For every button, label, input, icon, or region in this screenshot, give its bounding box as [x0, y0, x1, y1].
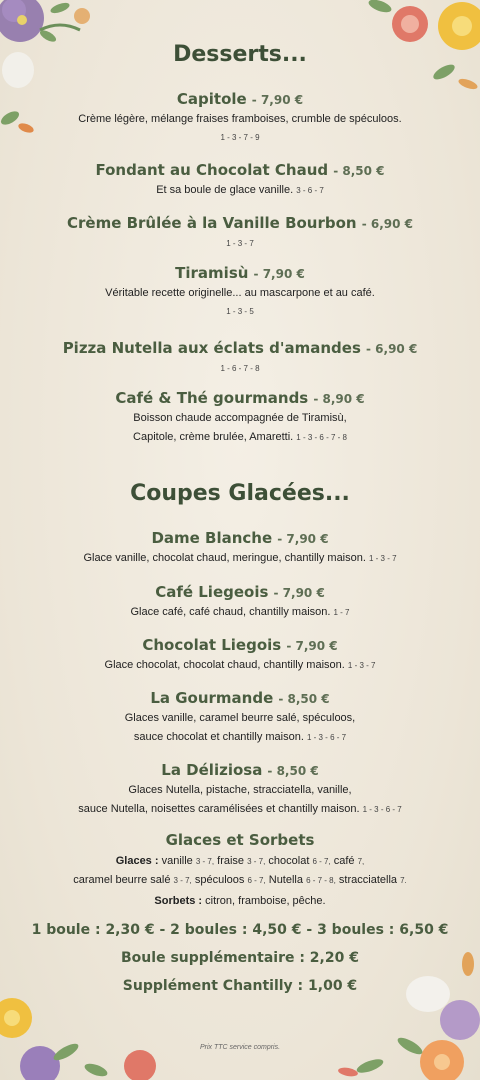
flower-decoration-bottom-left	[0, 990, 170, 1080]
allergens: 1 - 3 - 7	[347, 661, 376, 670]
menu-item-cafe-liegeois	[0, 582, 480, 622]
allergens: 3 - 7,	[247, 857, 266, 866]
menu-item-la-deliziosa	[0, 760, 480, 819]
flavor-caramel: caramel beurre salé	[73, 874, 171, 886]
menu-item-capitole	[0, 89, 480, 144]
item-name: Pizza Nutella aux éclats d'amandes	[62, 339, 361, 357]
allergens: 7.	[400, 876, 407, 885]
item-description: Glaces Nutella, pistache, stracciatella, vanille,	[128, 784, 352, 796]
menu-item-dame-blanche	[0, 528, 480, 568]
menu-item-pizza-nutella	[0, 338, 480, 375]
item-price: - 7,90 €	[251, 93, 304, 107]
menu-item-la-gourmande	[0, 688, 480, 747]
coupes-glacees-heading: Coupes Glacées...	[130, 481, 350, 506]
item-name: Tiramisù	[175, 264, 249, 282]
allergens: 6 - 7,	[312, 857, 331, 866]
item-price: - 8,90 €	[313, 392, 365, 406]
menu-item-tiramisu	[0, 263, 480, 318]
flavor-chocolat: chocolat	[268, 855, 310, 867]
allergens: 1 - 3 - 5	[226, 307, 254, 316]
item-description: Et sa boule de glace vanille.	[156, 184, 294, 196]
item-description-line2: sauce Nutella, noisettes caramélisées et chantilly maison.	[78, 803, 360, 815]
item-price: - 7,90 €	[253, 267, 305, 281]
sorbets-label: Sorbets :	[154, 895, 203, 907]
item-name: Crème Brûlée à la Vanille Bourbon	[67, 214, 357, 232]
allergens: 1 - 3 - 6 - 7	[362, 805, 402, 814]
desserts-heading: Desserts...	[173, 42, 307, 67]
item-name: Chocolat Liegois	[142, 636, 282, 654]
item-description: Glace chocolat, chocolat chaud, chantilly maison.	[104, 659, 345, 671]
item-price: - 8,50 €	[278, 692, 330, 706]
menu-item-cafe-the-gourmands	[0, 388, 480, 447]
glaces-label: Glaces :	[115, 855, 159, 867]
allergens: 1 - 3 - 6 - 7 - 8	[296, 433, 347, 442]
flavor-vanille: vanille	[161, 855, 193, 867]
flavor-stracciatella: stracciatella	[338, 874, 397, 886]
allergens: 7,	[357, 857, 365, 866]
glaces-sorbets-section	[0, 831, 480, 911]
allergens: 3 - 7,	[195, 857, 215, 866]
allergens: 3 - 7,	[173, 876, 192, 885]
item-description: Crème légère, mélange fraises framboises, crumble de spéculoos.	[78, 113, 402, 125]
chantilly-supplement-price: Supplément Chantilly : 1,00 €	[122, 978, 358, 994]
item-description: Glaces vanille, caramel beurre salé, spéculoos,	[124, 712, 356, 724]
scoop-prices: 1 boule : 2,30 € - 2 boules : 4,50 € - 3 boules : 6,50 €	[31, 922, 449, 938]
allergens: 6 - 7 - 8,	[306, 876, 336, 885]
extra-scoop-price: Boule supplémentaire : 2,20 €	[121, 950, 359, 966]
item-price: - 7,90 €	[286, 639, 338, 653]
flavor-fraise: fraise	[217, 855, 245, 867]
flavor-cafe: café	[333, 855, 355, 867]
allergens: 1 - 3 - 7	[368, 554, 397, 563]
allergens: 1 - 6 - 7 - 8	[220, 364, 260, 373]
item-description: Boisson chaude accompagnée de Tiramisù,	[133, 412, 347, 424]
item-description-line2: sauce chocolat et chantilly maison.	[133, 731, 304, 743]
menu-item-creme-brulee	[0, 213, 480, 250]
item-name: La Gourmande	[150, 689, 274, 707]
flower-decoration-bottom-right	[310, 950, 480, 1080]
item-name: Dame Blanche	[151, 529, 273, 547]
item-name: Café Liegeois	[155, 583, 269, 601]
menu-item-fondant	[0, 160, 480, 200]
flavor-nutella: Nutella	[268, 874, 303, 886]
menu-item-chocolat-liegois	[0, 635, 480, 675]
sorbets-flavors: citron, framboise, pêche.	[205, 895, 326, 907]
item-description: Véritable recette originelle... au mascarpone et au café.	[105, 287, 375, 299]
glaces-sorbets-heading: Glaces et Sorbets	[165, 831, 315, 849]
item-price: - 6,90 €	[366, 342, 418, 356]
item-description: Glace vanille, chocolat chaud, meringue, chantilly maison.	[83, 552, 366, 564]
item-name: La Déliziosa	[161, 761, 263, 779]
item-price: - 8,50 €	[333, 164, 385, 178]
item-name: Café & Thé gourmands	[115, 389, 309, 407]
item-name: Fondant au Chocolat Chaud	[95, 161, 329, 179]
allergens: 1 - 3 - 6 - 7	[306, 733, 347, 742]
flavor-speculoos: spéculoos	[194, 874, 245, 886]
item-description: Glace café, café chaud, chantilly maison.	[130, 606, 331, 618]
item-price: - 6,90 €	[361, 217, 413, 231]
allergens: 1 - 3 - 7 - 9	[220, 133, 260, 142]
item-price: - 8,50 €	[267, 764, 319, 778]
item-description-line2: Capitole, crème brulée, Amaretti.	[133, 431, 294, 443]
footer-note: Prix TTC service compris.	[199, 1044, 281, 1051]
allergens: 1 - 7	[333, 608, 350, 617]
allergens: 6 - 7,	[247, 876, 266, 885]
allergens: 3 - 6 - 7	[296, 186, 324, 195]
item-name: Capitole	[176, 90, 247, 108]
allergens: 1 - 3 - 7	[226, 239, 254, 248]
item-price: - 7,90 €	[273, 586, 325, 600]
item-price: - 7,90 €	[277, 532, 329, 546]
